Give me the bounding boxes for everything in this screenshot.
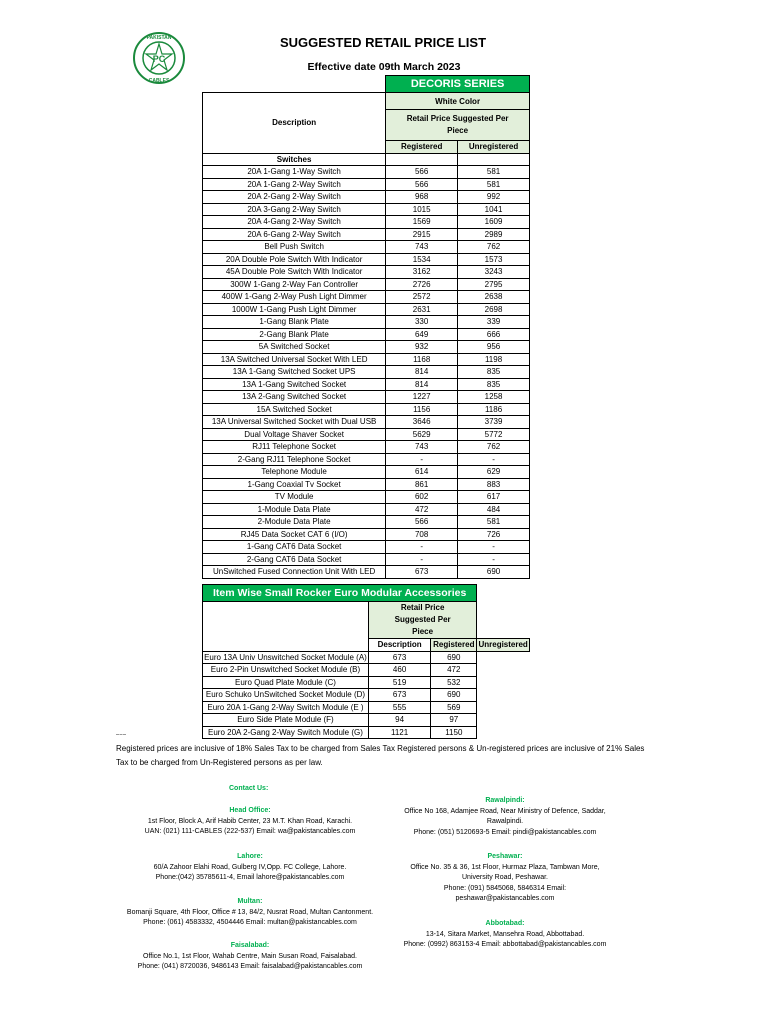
faisalabad-title: Faisalabad: (230, 942, 270, 949)
multan-phone: Phone: (061) 4583332, 4504446 Email: multan@pakistancables.com (143, 919, 357, 926)
item-description: 20A 2-Gang 2-Way Switch (203, 191, 386, 204)
unregistered-price: 835 (458, 366, 530, 379)
item-description: UnSwitched Fused Connection Unit With LED (203, 566, 386, 579)
unregistered-price: 726 (458, 528, 530, 541)
item-description: 13A 1-Gang Switched Socket UPS (203, 366, 386, 379)
section-switches: Switches (203, 153, 386, 166)
peshawar-title: Peshawar: (487, 853, 523, 860)
rawalpindi-address: Office No 168, Adamjee Road, Near Ministry of Defence, Saddar, (404, 807, 606, 815)
peshawar-city: University Road, Peshawar. (462, 874, 548, 881)
contact-multan (110, 897, 390, 929)
head-office-phone: UAN: (021) 111-CABLES (222-537) Email: wa@pakistancables.com (144, 828, 356, 835)
table-row (203, 253, 530, 266)
unregistered-price: 1198 (458, 353, 530, 366)
peshawar-address: Office No. 35 & 36, 1st Floor, Hurmaz Plaza, Tambwan More, (410, 863, 600, 871)
item-description: Euro 20A 1-Gang 2-Way Switch Module (E ) (203, 701, 369, 714)
unregistered-price: 97 (431, 714, 477, 727)
unregistered-price: 1609 (458, 216, 530, 229)
table-row (203, 714, 530, 727)
table-row (203, 553, 530, 566)
registered-price: 1121 (368, 726, 430, 739)
table-row (203, 491, 530, 504)
registered-price: - (386, 553, 458, 566)
registered-price: 555 (368, 701, 430, 714)
registered-price: 330 (386, 316, 458, 329)
unregistered-header: Unregistered (458, 141, 530, 154)
divider (116, 734, 126, 735)
registered-price: 566 (386, 178, 458, 191)
item-description: 2-Gang CAT6 Data Socket (203, 553, 386, 566)
contact-abbottabad (385, 919, 625, 951)
peshawar-phone: Phone: (091) 5845068, 5846314 Email: (443, 884, 567, 892)
item-description: 400W 1-Gang 2-Way Push Light Dimmer (203, 291, 386, 304)
item-description: 2-Gang Blank Plate (203, 328, 386, 341)
contact-faisalabad (110, 941, 390, 973)
item-description: 20A 3-Gang 2-Way Switch (203, 203, 386, 216)
unregistered-price: 1573 (458, 253, 530, 266)
registered-price: 3162 (386, 266, 458, 279)
accessories-price-table (202, 584, 530, 739)
registered-price: - (386, 541, 458, 554)
unregistered-price: 339 (458, 316, 530, 329)
unregistered-price: 762 (458, 441, 530, 454)
registered-header: Registered (386, 141, 458, 154)
acc-registered-header: Registered (431, 639, 477, 652)
table-row (203, 241, 530, 254)
registered-price: 1168 (386, 353, 458, 366)
decoris-price-table (202, 75, 530, 579)
item-description: RJ45 Data Socket CAT 6 (I/O) (203, 528, 386, 541)
lahore-phone: Phone:(042) 35785611-4, Email lahore@pakistancables.com (155, 874, 345, 881)
registered-price: 5629 (386, 428, 458, 441)
table-row (203, 291, 530, 304)
unregistered-price: 617 (458, 491, 530, 504)
multan-address: Bomanji Square, 4th Floor, Office # 13, 84/2, Nusrat Road, Multan Cantonment. (126, 908, 374, 916)
item-description: TV Module (203, 491, 386, 504)
series-title: DECORIS SERIES (386, 76, 530, 93)
registered-price: 460 (368, 664, 430, 677)
unregistered-price: 992 (458, 191, 530, 204)
unregistered-price: 569 (431, 701, 477, 714)
registered-price: 673 (368, 689, 430, 702)
item-description: RJ11 Telephone Socket (203, 441, 386, 454)
table-row (203, 178, 530, 191)
registered-price: 2572 (386, 291, 458, 304)
item-description: Dual Voltage Shaver Socket (203, 428, 386, 441)
item-description: 20A 1-Gang 1-Way Switch (203, 166, 386, 179)
item-description: 45A Double Pole Switch With Indicator (203, 266, 386, 279)
table-row (203, 391, 530, 404)
unregistered-price: 532 (431, 676, 477, 689)
table-row (203, 726, 530, 739)
item-description: 20A 4-Gang 2-Way Switch (203, 216, 386, 229)
unregistered-price: 690 (458, 566, 530, 579)
table-row (203, 651, 530, 664)
unregistered-price: 1258 (458, 391, 530, 404)
registered-price: - (386, 453, 458, 466)
table-row (203, 466, 530, 479)
table-row (203, 428, 530, 441)
acc-description-header: Description (368, 639, 430, 652)
head-office-title: Head Office: (229, 807, 271, 814)
rawalpindi-city: Rawalpindi. (486, 818, 524, 825)
item-description: Euro 2-Pin Unswitched Socket Module (B) (203, 664, 369, 677)
effective-date: Effective date 09th March 2023 (307, 61, 461, 73)
table-row (203, 701, 530, 714)
registered-price: 472 (386, 503, 458, 516)
item-description: 2-Module Data Plate (203, 516, 386, 529)
table-row (203, 541, 530, 554)
table-row (203, 453, 530, 466)
unregistered-price: - (458, 541, 530, 554)
item-description: 2-Gang RJ11 Telephone Socket (203, 453, 386, 466)
table-row (203, 266, 530, 279)
table-row (203, 366, 530, 379)
table-row (203, 566, 530, 579)
unregistered-price: 581 (458, 516, 530, 529)
multan-title: Multan: (237, 898, 263, 905)
contact-rawalpindi (390, 796, 620, 838)
registered-price: 861 (386, 478, 458, 491)
table-row (203, 478, 530, 491)
registered-price: 1569 (386, 216, 458, 229)
table-row (203, 503, 530, 516)
table-row (203, 516, 530, 529)
registered-price: 1156 (386, 403, 458, 416)
item-description: Euro 20A 2-Gang 2-Way Switch Module (G) (203, 726, 369, 739)
table-row (203, 353, 530, 366)
unregistered-price: 690 (431, 689, 477, 702)
item-description: Bell Push Switch (203, 241, 386, 254)
item-description: 15A Switched Socket (203, 403, 386, 416)
table-row (203, 689, 530, 702)
item-description: Euro Side Plate Module (F) (203, 714, 369, 727)
color-header: White Color (386, 93, 530, 110)
registered-price: 566 (386, 166, 458, 179)
item-description: 1-Gang Coaxial Tv Socket (203, 478, 386, 491)
unregistered-price: 690 (431, 651, 477, 664)
item-description: 20A 1-Gang 2-Way Switch (203, 178, 386, 191)
table-row (203, 528, 530, 541)
registered-price: 3646 (386, 416, 458, 429)
item-description: 13A 1-Gang Switched Socket (203, 378, 386, 391)
unregistered-price: 472 (431, 664, 477, 677)
registered-price: 566 (386, 516, 458, 529)
description-header: Description (203, 93, 386, 154)
item-description: Euro Quad Plate Module (C) (203, 676, 369, 689)
unregistered-price: 835 (458, 378, 530, 391)
table-row (203, 441, 530, 454)
contact-head-office (120, 806, 380, 838)
unregistered-price: 762 (458, 241, 530, 254)
unregistered-price: 956 (458, 341, 530, 354)
registered-price: 743 (386, 241, 458, 254)
faisalabad-address: Office No.1, 1st Floor, Wahab Centre, Main Susan Road, Faisalabad. (143, 952, 357, 960)
unregistered-price: 1186 (458, 403, 530, 416)
registered-price: 2631 (386, 303, 458, 316)
unregistered-price: 1041 (458, 203, 530, 216)
head-office-address: 1st Floor, Block A, Arif Habib Center, 23 M.T. Khan Road, Karachi. (147, 817, 353, 825)
accessories-title: Item Wise Small Rocker Euro Modular Accessories (203, 585, 477, 602)
contact-peshawar (390, 852, 620, 905)
contact-lahore (120, 852, 380, 884)
registered-price: 1015 (386, 203, 458, 216)
registered-price: 673 (368, 651, 430, 664)
unregistered-price: 484 (458, 503, 530, 516)
peshawar-email: peshawar@pakistancables.com (455, 895, 555, 902)
price-header: Retail Price Suggested Per Piece (386, 110, 530, 141)
svg-text:PAKISTAN: PAKISTAN (146, 35, 172, 41)
unregistered-price: 883 (458, 478, 530, 491)
item-description: 300W 1-Gang 2-Way Fan Controller (203, 278, 386, 291)
lahore-address: 60/A Zahoor Elahi Road, Gulberg IV,Opp. FC College, Lahore. (153, 863, 347, 871)
table-row (203, 203, 530, 216)
registered-price: 1534 (386, 253, 458, 266)
unregistered-price: 2638 (458, 291, 530, 304)
item-description: 1-Gang CAT6 Data Socket (203, 541, 386, 554)
registered-price: 1227 (386, 391, 458, 404)
registered-price: 932 (386, 341, 458, 354)
table-row (203, 303, 530, 316)
item-description: 20A 6-Gang 2-Way Switch (203, 228, 386, 241)
acc-price-header: Retail Price Suggested Per Piece (368, 602, 476, 639)
rawalpindi-title: Rawalpindi: (485, 797, 525, 804)
item-description: Euro 13A Univ Unswitched Socket Module (A) (204, 652, 367, 662)
abbottabad-address: 13-14, Sitara Market, Mansehra Road, Abbottabad. (425, 930, 585, 938)
registered-price: 814 (386, 378, 458, 391)
unregistered-price: 666 (458, 328, 530, 341)
acc-unregistered-header: Unregistered (478, 640, 528, 650)
table-row (203, 676, 530, 689)
registered-price: 602 (386, 491, 458, 504)
item-description: Telephone Module (203, 466, 386, 479)
contact-heading: Contact Us: (229, 785, 269, 792)
table-row (203, 191, 530, 204)
unregistered-price: 581 (458, 178, 530, 191)
unregistered-price: 581 (458, 166, 530, 179)
unregistered-price: 2795 (458, 278, 530, 291)
table-row (203, 403, 530, 416)
registered-price: 614 (386, 466, 458, 479)
table-row (203, 416, 530, 429)
unregistered-price: 5772 (458, 428, 530, 441)
registered-price: 743 (386, 441, 458, 454)
unregistered-price: 2698 (458, 303, 530, 316)
lahore-title: Lahore: (237, 853, 263, 860)
item-description: 1000W 1-Gang Push Light Dimmer (203, 303, 386, 316)
svg-text:CABLES: CABLES (148, 78, 170, 84)
item-description: Euro Schuko UnSwitched Socket Module (D) (203, 689, 369, 702)
item-description: 5A Switched Socket (203, 341, 386, 354)
item-description: 13A Switched Universal Socket With LED (203, 353, 386, 366)
item-description: 13A Universal Switched Socket with Dual USB (203, 416, 386, 429)
table-row (203, 378, 530, 391)
unregistered-price: 3739 (458, 416, 530, 429)
unregistered-price: - (458, 553, 530, 566)
table-row (203, 664, 530, 677)
faisalabad-phone: Phone: (041) 8720036, 9486143 Email: faisalabad@pakistancables.com (137, 963, 363, 970)
registered-price: 708 (386, 528, 458, 541)
unregistered-price: - (458, 453, 530, 466)
abbottabad-title: Abbotabad: (485, 920, 525, 927)
unregistered-price: 629 (458, 466, 530, 479)
page-title: SUGGESTED RETAIL PRICE LIST (279, 35, 487, 50)
registered-price: 649 (386, 328, 458, 341)
registered-price: 814 (386, 366, 458, 379)
item-description: 1-Module Data Plate (203, 503, 386, 516)
item-description: 20A Double Pole Switch With Indicator (203, 253, 386, 266)
registered-price: 519 (368, 676, 430, 689)
item-description: 1-Gang Blank Plate (203, 316, 386, 329)
item-description: 13A 2-Gang Switched Socket (203, 391, 386, 404)
table-row (203, 316, 530, 329)
table-row (203, 216, 530, 229)
table-row (203, 328, 530, 341)
table-row (203, 278, 530, 291)
registered-price: 2915 (386, 228, 458, 241)
registered-price: 2726 (386, 278, 458, 291)
abbottabad-phone: Phone: (0992) 863153-4 Email: abbottabad@pakistancables.com (403, 941, 607, 948)
table-row (203, 228, 530, 241)
registered-price: 94 (368, 714, 430, 727)
registered-price: 968 (386, 191, 458, 204)
unregistered-price: 3243 (458, 266, 530, 279)
registered-price: 673 (386, 566, 458, 579)
unregistered-price: 1150 (431, 726, 477, 739)
table-row (203, 341, 530, 354)
table-row (203, 166, 530, 179)
unregistered-price: 2989 (458, 228, 530, 241)
rawalpindi-phone: Phone: (051) 5120693-5 Email: pindi@pakistancables.com (413, 828, 597, 836)
tax-note: Registered prices are inclusive of 18% Sales Tax to be charged from Sales Tax Registered persons & Un-registered prices are inclusive of 21% Sales Tax to be charged from Un-Registered persons as per law. (116, 744, 645, 767)
svg-text:PC: PC (152, 54, 166, 64)
